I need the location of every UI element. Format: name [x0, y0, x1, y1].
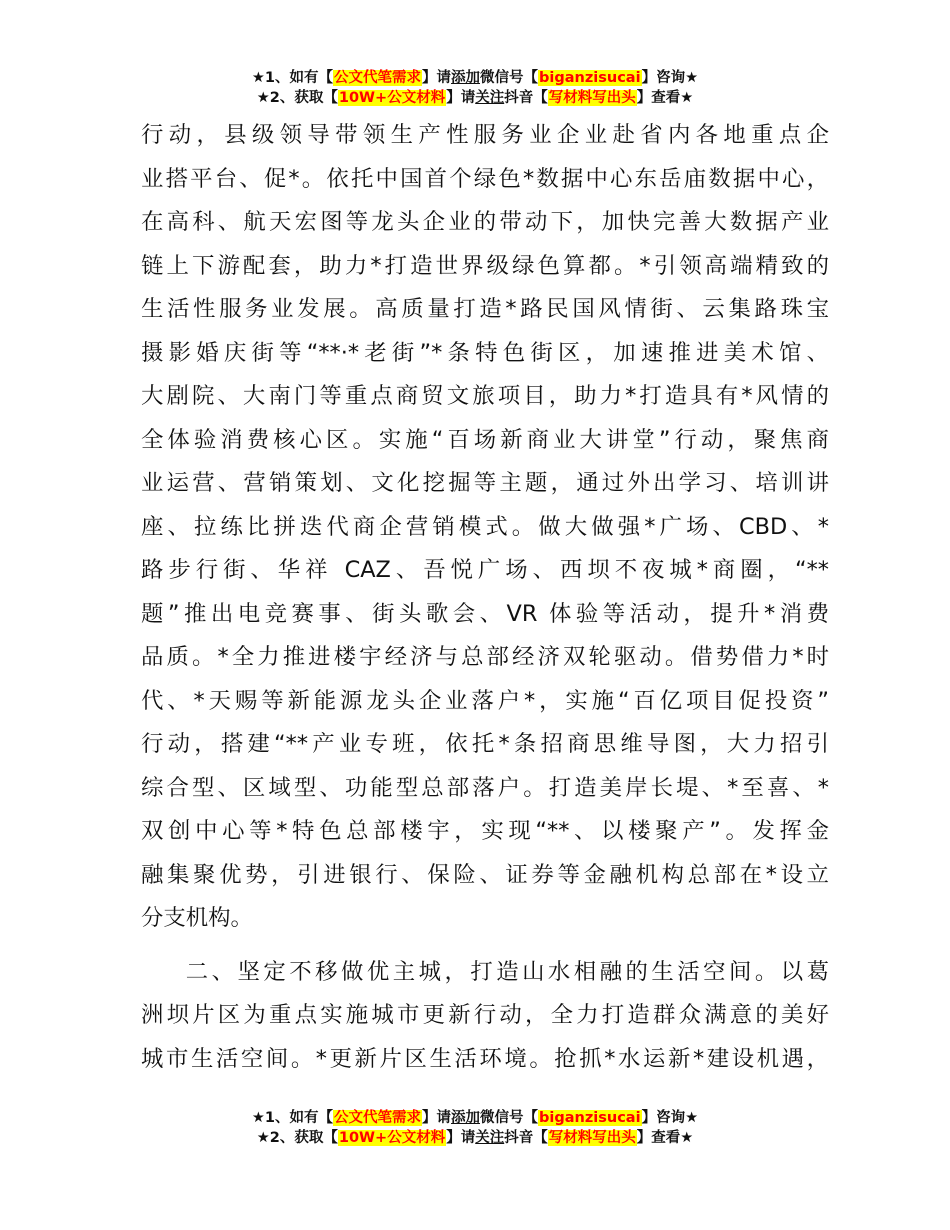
banner-highlight: 写材料写出头: [548, 90, 636, 106]
banner-text: 】查看★: [636, 1130, 694, 1146]
text-line: 业运营、营销策划、文化挖掘等主题，通过外出学习、培训讲: [141, 470, 829, 496]
text-line: 分支机构。: [141, 905, 253, 931]
banner-highlight: biganzisucai: [539, 70, 641, 86]
banner-line-2: [0, 1128, 950, 1148]
text-line: 在高科、航天宏图等龙头企业的带动下，加快完善大数据产业: [141, 209, 829, 235]
banner-text: ★1、如有【: [251, 1110, 334, 1126]
banner-text: 微信号【: [480, 70, 539, 86]
banner-line-2: [0, 88, 950, 108]
banner-underlined: 添加: [451, 1110, 481, 1126]
text-line: 全体验消费核心区。实施“百场新商业大讲堂”行动，聚焦商: [141, 426, 829, 453]
banner-text: ★1、如有【: [251, 70, 334, 86]
document-body: [141, 114, 829, 1081]
banner-underlined: 添加: [451, 70, 481, 86]
banner-highlight: biganzisucai: [539, 1110, 641, 1126]
text-line: 题”推出电竞赛事、街头歌会、VR 体验等活动，提升*消费: [141, 600, 829, 627]
banner-highlight: 写材料写出头: [548, 1130, 636, 1146]
text-line: 摄影婚庆街等“**·*老街”*条特色街区，加速推进美术馆、: [141, 339, 829, 366]
banner-line-1: [0, 1108, 950, 1128]
banner-text: 】查看★: [636, 90, 694, 106]
banner-highlight: 公文代笔需求: [334, 70, 422, 86]
text-line: 大剧院、大南门等重点商贸文旅项目，助力*打造具有*风情的: [141, 383, 829, 409]
banner-underlined: 关注: [475, 90, 505, 106]
text-line: 洲坝片区为重点实施城市更新行动，全力打造群众满意的美好: [141, 1002, 829, 1028]
footer-banner: [0, 1108, 950, 1148]
text-line: 座、拉练比拼迭代商企营销模式。做大做强*广场、CBD、*: [141, 513, 829, 540]
banner-text: 】请: [422, 70, 452, 86]
text-line: 代、*天赐等新能源龙头企业落户*，实施“百亿项目促投资”: [141, 687, 829, 714]
paragraph-2: [141, 951, 829, 1082]
banner-text: ★2、获取【: [256, 90, 338, 106]
text-line: 综合型、区域型、功能型总部落户。打造美岸长堤、*至喜、*: [141, 774, 829, 801]
banner-highlight: 10W+公文材料: [338, 90, 446, 106]
text-line: 生活性服务业发展。高质量打造*路民国风情街、云集路珠宝: [141, 296, 829, 322]
banner-text: 抖音【: [504, 1130, 548, 1146]
text-line: 链上下游配套，助力*打造世界级绿色算都。*引领高端精致的: [141, 252, 829, 279]
banner-text: 】请: [446, 90, 476, 106]
banner-line-1: [0, 68, 950, 88]
banner-text: 】请: [446, 1130, 476, 1146]
banner-text: 】咨询★: [641, 70, 699, 86]
paragraph-1: [141, 114, 829, 941]
banner-text: ★2、获取【: [256, 1130, 338, 1146]
banner-highlight: 公文代笔需求: [334, 1110, 422, 1126]
text-line: 城市生活空间。*更新片区生活环境。抢抓*水运新*建设机遇，: [141, 1045, 829, 1072]
text-line: 行动，搭建“**产业专班，依托*条招商思维导图，大力招引: [141, 731, 829, 757]
header-banner: [0, 68, 950, 108]
text-line: 行动，县级领导带领生产性服务业企业赴省内各地重点企: [141, 122, 829, 148]
text-line: 路步行街、华祥 CAZ、吾悦广场、西坝不夜城*商圈，“**: [141, 557, 829, 583]
banner-text: 抖音【: [504, 90, 548, 106]
banner-highlight: 10W+公文材料: [338, 1130, 446, 1146]
text-line: 业搭平台、促*。依托中国首个绿色*数据中心东岳庙数据中心，: [141, 165, 829, 192]
text-line: 品质。*全力推进楼宇经济与总部经济双轮驱动。借势借力*时: [141, 644, 829, 670]
text-line: 双创中心等*特色总部楼宇，实现“**、以楼聚产”。发挥金: [141, 818, 829, 844]
banner-text: 】咨询★: [641, 1110, 699, 1126]
banner-text: 】请: [422, 1110, 452, 1126]
banner-text: 微信号【: [480, 1110, 539, 1126]
text-line: 融集聚优势，引进银行、保险、证券等金融机构总部在*设立: [141, 861, 829, 888]
text-line: 二、坚定不移做优主城，打造山水相融的生活空间。以葛: [185, 958, 829, 985]
banner-underlined: 关注: [475, 1130, 505, 1146]
